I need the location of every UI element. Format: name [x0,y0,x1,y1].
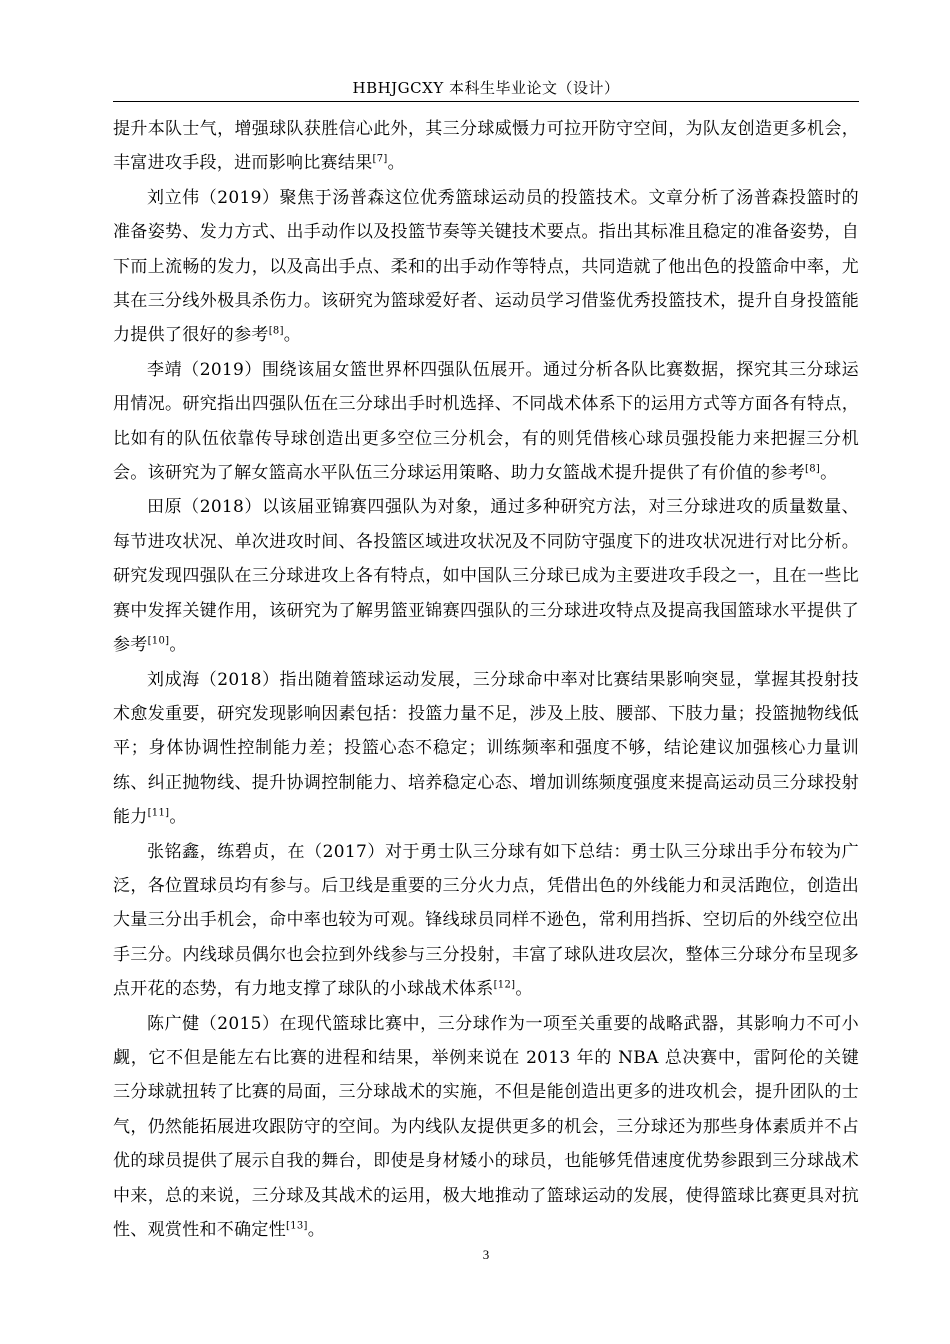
citation: [8] [268,325,284,337]
citation: [10] [147,635,170,647]
paragraph-1: 提升本队士气，增强球队获胜信心此外，其三分球威慑力可拉开防守空间，为队友创造更多机会，丰富进攻手段，进而影响比赛结果[7]。 [113,119,859,174]
citation: [7] [372,153,388,165]
paragraph-5: 刘成海（2018）指出随着篮球运动发展，三分球命中率对比赛结果影响突显，掌握其投射技术愈发重要，研究发现影响因素包括：投篮力量不足，涉及上肢、腰部、下肢力量；投篮抛物线低平；身体协调性控制能力差；投篮心态不稳定；训练频率和强度不够，结论建议加强核心力量训练、纠正抛物线、提升协调控制能力、培养稳定心态、增加训练频度强度来提高运动员三分球投射能力[11]。 [113,669,859,828]
paragraph-4: 田原（2018）以该届亚锦赛四强队为对象，通过多种研究方法，对三分球进攻的质量数量、每节进攻状况、单次进攻时间、各投篮区域进攻状况及不同防守强度下的进攻状况进行对比分析。研究发现四强队在三分球进攻上各有特点，如中国队三分球已成为主要进攻手段之一，且在一些比赛中发挥关键作用，该研究为了解男篮亚锦赛四强队的三分球进攻特点及提高我国篮球水平提供了参考[10]。 [113,497,859,656]
header-rule [113,101,859,102]
page-header: HBHJGCXY 本科生毕业论文（设计） [352,79,620,97]
paragraph-6: 张铭鑫，练碧贞，在（2017）对于勇士队三分球有如下总结：勇士队三分球出手分布较为广泛，各位置球员均有参与。后卫线是重要的三分火力点，凭借出色的外线能力和灵活跑位，创造出大量三分出手机会，命中率也较为可观。锋线球员同样不逊色，常利用挡拆、空切后的外线空位出手三分。内线球员偶尔也会拉到外线参与三分投射，丰富了球队进攻层次，整体三分球分布呈现多点开花的态势，有力地支撑了球队的小球战术体系[12]。 [113,841,859,1000]
body-text [113,112,859,1247]
page-number: 3 [482,1247,490,1262]
citation: [12] [493,979,516,991]
citation: [8] [805,463,821,475]
citation: [11] [147,807,170,819]
citation: [13] [286,1220,308,1232]
paragraph-3: 李靖（2019）围绕该届女篮世界杯四强队伍展开。通过分析各队比赛数据，探究其三分球运用情况。研究指出四强队伍在三分球出手时机选择、不同战术体系下的运用方式等方面各有特点，比如有的队伍依靠传导球创造出更多空位三分机会，有的则凭借核心球员强投能力来把握三分机会。该研究为了解女篮高水平队伍三分球运用策略、助力女篮战术提升提供了有价值的参考[8]。 [113,359,859,484]
paragraph-7: 陈广健（2015）在现代篮球比赛中，三分球作为一项至关重要的战略武器，其影响力不可小觑，它不但是能左右比赛的进程和结果，举例来说在 2013 年的 NBA 总决赛中，雷阿伦的关键三分球就扭转了比赛的局面，三分球战术的实施，不但是能创造出更多的进攻机会，提升团队的士气，仍然能拓展进攻跟防守的空间。为内线队友提供更多的机会，三分球还为那些身体素质并不占优的球员提供了展示自我的舞台，即使是身材矮小的球员，也能够凭借速度优势参跟到三分球战术中来，总的来说，三分球及其战术的运用，极大地推动了篮球运动的发展，使得篮球比赛更具对抗性、观赏性和不确定性[13]。 [113,1013,859,1240]
paragraph-2: 刘立伟（2019）聚焦于汤普森这位优秀篮球运动员的投篮技术。文章分析了汤普森投篮时的准备姿势、发力方式、出手动作以及投篮节奏等关键技术要点。指出其标准且稳定的准备姿势，自下而上流畅的发力，以及高出手点、柔和的出手动作等特点，共同造就了他出色的投篮命中率，尤其在三分线外极具杀伤力。该研究为篮球爱好者、运动员学习借鉴优秀投篮技术，提升自身投篮能力提供了很好的参考[8]。 [113,187,859,346]
